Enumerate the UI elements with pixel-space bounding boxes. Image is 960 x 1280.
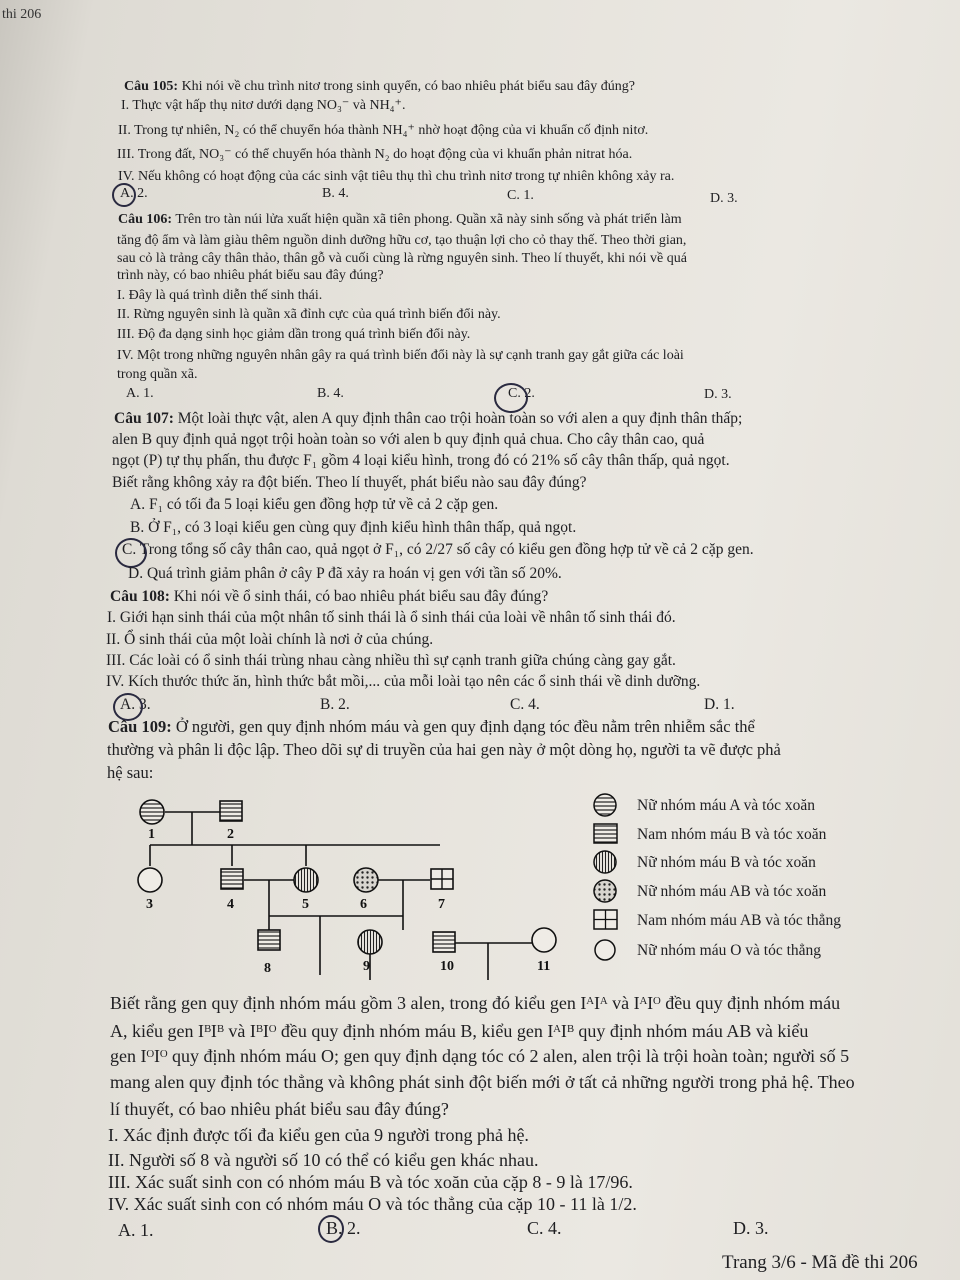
pedigree-number-5: 5 <box>302 897 309 912</box>
q105-statement-2: II. Trong tự nhiên, N₂ có thể chuyển hóa thành NH₄⁺ nhờ hoạt động của vi khuẩn cố định nitơ. <box>118 123 649 138</box>
q107-option-b[interactable]: B. Ở F₁, có 3 loại kiểu gen cùng quy định kiểu hình thân thấp, quả ngọt. <box>130 519 577 536</box>
q106-title: Câu 106: <box>118 212 173 227</box>
q107-title: Câu 107: <box>114 410 174 427</box>
q106-option-a[interactable]: A. 1. <box>126 386 154 401</box>
q109-statement-2: II. Người số 8 và người số 10 có thể có kiểu gen khác nhau. <box>108 1150 539 1170</box>
pedigree-number-11: 11 <box>537 959 551 974</box>
q106-line-4: trình này, có bao nhiêu phát biểu sau đây đúng? <box>117 268 384 283</box>
pedigree-diagram <box>120 790 580 990</box>
q109-paragraph-1: Biết rằng gen quy định nhóm máu gồm 3 alen, trong đó kiểu gen IᴬIᴬ và IᴬIᴼ đều quy định nhóm máu <box>110 993 841 1013</box>
q106-statement-2: II. Rừng nguyên sinh là quần xã đỉnh cực của quá trình biến đổi này. <box>117 307 501 322</box>
q105-option-b[interactable]: B. 4. <box>322 186 349 201</box>
q107-stem-1: Một loài thực vật, alen A quy định thân cao trội hoàn toàn so với alen a quy định thân thấp; <box>177 410 743 427</box>
q109-title: Câu 109: <box>108 717 172 736</box>
legend-label-3: Nữ nhóm máu B và tóc xoăn <box>637 854 816 871</box>
legend-symbol-female-ab-curly <box>594 880 616 902</box>
q108-statement-1: I. Giới hạn sinh thái của một nhân tố sinh thái là ổ sinh thái của loài về nhân tố sinh thái đó. <box>107 609 676 626</box>
q108-stem-line <box>110 589 548 605</box>
q109-line-2: thường và phân li độc lập. Theo dõi sự di truyền của hai gen này ở một dòng họ, người ta vẽ được phả <box>107 740 781 759</box>
legend-label-1: Nữ nhóm máu A và tóc xoăn <box>637 797 816 814</box>
q108-option-c[interactable]: C. 4. <box>510 696 540 713</box>
q106-statement-4a: IV. Một trong những nguyên nhân gây ra quá trình biến đổi này là sự cạnh tranh gay gắt giữa các loài <box>117 348 684 363</box>
header-code: thi 206 <box>2 7 42 22</box>
q107-line-3: ngọt (P) tự thụ phấn, thu được F₁ gồm 4 loại kiểu hình, trong đó có 21% số cây thân thấp, quả ngọt. <box>112 452 730 469</box>
pedigree-number-9: 9 <box>363 959 370 974</box>
answer-circle-mark <box>494 383 528 413</box>
q108-statement-3: III. Các loài có ổ sinh thái trùng nhau càng nhiều thì sự cạnh tranh giữa chúng càng gay gắt. <box>106 652 676 669</box>
q107-option-a[interactable]: A. F₁ có tối đa 5 loại kiểu gen đồng hợp tử về cả 2 cặp gen. <box>130 496 499 513</box>
pedigree-number-6: 6 <box>360 897 367 912</box>
q109-statement-4: IV. Xác suất sinh con có nhóm máu O và tóc thẳng của cặp 10 - 11 là 1/2. <box>108 1194 637 1214</box>
q107-line-4: Biết rằng không xảy ra đột biến. Theo lí thuyết, phát biểu nào sau đây đúng? <box>112 474 587 491</box>
pedigree-number-7: 7 <box>438 897 445 912</box>
pedigree-number-2: 2 <box>227 827 234 842</box>
q107-line-2: alen B quy định quả ngọt trội hoàn toàn so với alen b quy định quả chua. Cho cây thân cao, quả <box>112 431 705 448</box>
q109-paragraph-2: A, kiểu gen IᴮIᴮ và IᴮIᴼ đều quy định nhóm máu B, kiểu gen IᴬIᴮ quy định nhóm máu AB và kiểu <box>110 1021 809 1041</box>
answer-circle-mark <box>115 538 147 568</box>
q106-line-1 <box>118 213 682 227</box>
legend-label-6: Nữ nhóm máu O và tóc thẳng <box>637 942 822 959</box>
legend-label-4: Nữ nhóm máu AB và tóc xoăn <box>637 883 827 900</box>
q106-statement-4b: trong quần xã. <box>117 367 198 382</box>
answer-circle-mark <box>112 183 136 207</box>
pedigree-number-10: 10 <box>440 959 454 974</box>
legend-symbol-female-a-curly <box>594 794 616 816</box>
q108-option-a[interactable]: A. 3. <box>120 696 151 713</box>
legend-symbol-female-b-curly <box>594 851 616 873</box>
q105-statement-4: IV. Nếu không có hoạt động của các sinh vật tiêu thụ thì chu trình nitơ trong tự nhiên không xảy ra. <box>118 169 675 184</box>
answer-circle-mark <box>318 1215 344 1243</box>
pedigree-number-1: 1 <box>148 827 155 842</box>
q105-option-a[interactable]: A. 2. <box>120 186 148 201</box>
q106-line-2: tăng độ ẩm và làm giàu thêm nguồn dinh dưỡng hữu cơ, tạo thuận lợi cho cỏ thay thế. Theo thời gian, <box>117 233 687 248</box>
q107-option-c[interactable]: C. Trong tổng số cây thân cao, quả ngọt ở F₁, có 2/27 số cây có kiểu gen đồng hợp tử về cả 2 cặp gen. <box>122 541 754 558</box>
legend-symbol-female-o-straight <box>595 940 615 960</box>
pedigree-number-8: 8 <box>264 961 271 976</box>
q109-option-c[interactable]: C. 4. <box>527 1218 562 1238</box>
q105-option-d[interactable]: D. 3. <box>710 191 738 206</box>
q106-line-3: sau cỏ là trảng cây thân thảo, thân gỗ và cuối cùng là rừng nguyên sinh. Theo lí thuyết, khi nói về quá <box>117 251 687 266</box>
q109-option-b[interactable]: B. 2. <box>326 1218 361 1238</box>
q107-option-d[interactable]: D. Quá trình giảm phân ở cây P đã xảy ra hoán vị gen với tần số 20%. <box>128 565 562 582</box>
q107-line-1 <box>114 411 742 427</box>
q105-statement-1: I. Thực vật hấp thụ nitơ dưới dạng NO₃⁻ và NH₄⁺. <box>121 98 406 113</box>
page-footer: Trang 3/6 - Mã đề thi 206 <box>722 1252 918 1273</box>
q106-statement-3: III. Độ đa dạng sinh học giảm dần trong quá trình biến đổi này. <box>117 327 471 342</box>
q109-paragraph-4: mang alen quy định tóc thẳng và không phát sinh đột biến mới ở tất cả những người trong phả hệ. Theo <box>110 1072 855 1092</box>
q106-stem-1: Trên tro tàn núi lửa xuất hiện quần xã tiên phong. Quần xã này sinh sống và phát triển làm <box>175 212 682 227</box>
q106-statement-1: I. Đây là quá trình diễn thế sinh thái. <box>117 288 323 303</box>
q105-stem: Khi nói về chu trình nitơ trong sinh quyển, có bao nhiêu phát biểu sau đây đúng? <box>181 79 635 94</box>
q109-stem-1: Ở người, gen quy định nhóm máu và gen quy định dạng tóc đều nằm trên nhiễm sắc thể <box>175 717 755 736</box>
q105-statement-3: III. Trong đất, NO₃⁻ có thể chuyển hóa thành N₂ do hoạt động của vi khuẩn phản nitrat hóa. <box>117 147 633 162</box>
q109-paragraph-3: gen IᴼIᴼ quy định nhóm máu O; gen quy định dạng tóc có 2 alen, alen trội là trội hoàn toàn; người số 5 <box>110 1046 850 1066</box>
q109-option-d[interactable]: D. 3. <box>733 1218 769 1238</box>
legend-label-5: Nam nhóm máu AB và tóc thẳng <box>637 912 842 929</box>
q106-option-b[interactable]: B. 4. <box>317 386 344 401</box>
q109-statement-1: I. Xác định được tối đa kiểu gen của 9 người trong phả hệ. <box>108 1125 529 1145</box>
q109-statement-3: III. Xác suất sinh con có nhóm máu B và tóc xoăn của cặp 8 - 9 là 17/96. <box>108 1172 633 1192</box>
q105-option-c[interactable]: C. 1. <box>507 188 534 203</box>
q105-stem-line <box>124 80 635 94</box>
legend-symbol-male-b-curly <box>594 824 617 843</box>
q106-option-c[interactable]: C. 2. <box>508 386 535 401</box>
q109-line-3: hệ sau: <box>107 763 154 782</box>
q105-title: Câu 105: <box>124 79 179 94</box>
q108-title: Câu 108: <box>110 588 170 605</box>
pedigree-legend-symbols <box>592 792 632 962</box>
q109-line-1 <box>108 719 755 736</box>
q108-statement-2: II. Ổ sinh thái của một loài chính là nơi ở của chúng. <box>106 631 434 648</box>
q108-option-d[interactable]: D. 1. <box>704 696 735 713</box>
pedigree-number-4: 4 <box>227 897 234 912</box>
q108-stem: Khi nói về ổ sinh thái, có bao nhiêu phát biểu sau đây đúng? <box>173 588 549 605</box>
q106-option-d[interactable]: D. 3. <box>704 387 732 402</box>
q108-option-b[interactable]: B. 2. <box>320 696 350 713</box>
q108-statement-4: IV. Kích thước thức ăn, hình thức bắt mồi,... của mỗi loài tạo nên các ổ sinh thái về dinh dưỡng. <box>106 673 701 690</box>
q109-paragraph-5: lí thuyết, có bao nhiêu phát biểu sau đây đúng? <box>110 1099 449 1119</box>
legend-label-2: Nam nhóm máu B và tóc xoăn <box>637 826 827 843</box>
pedigree-number-3: 3 <box>146 897 153 912</box>
q109-option-a[interactable]: A. 1. <box>118 1220 154 1240</box>
